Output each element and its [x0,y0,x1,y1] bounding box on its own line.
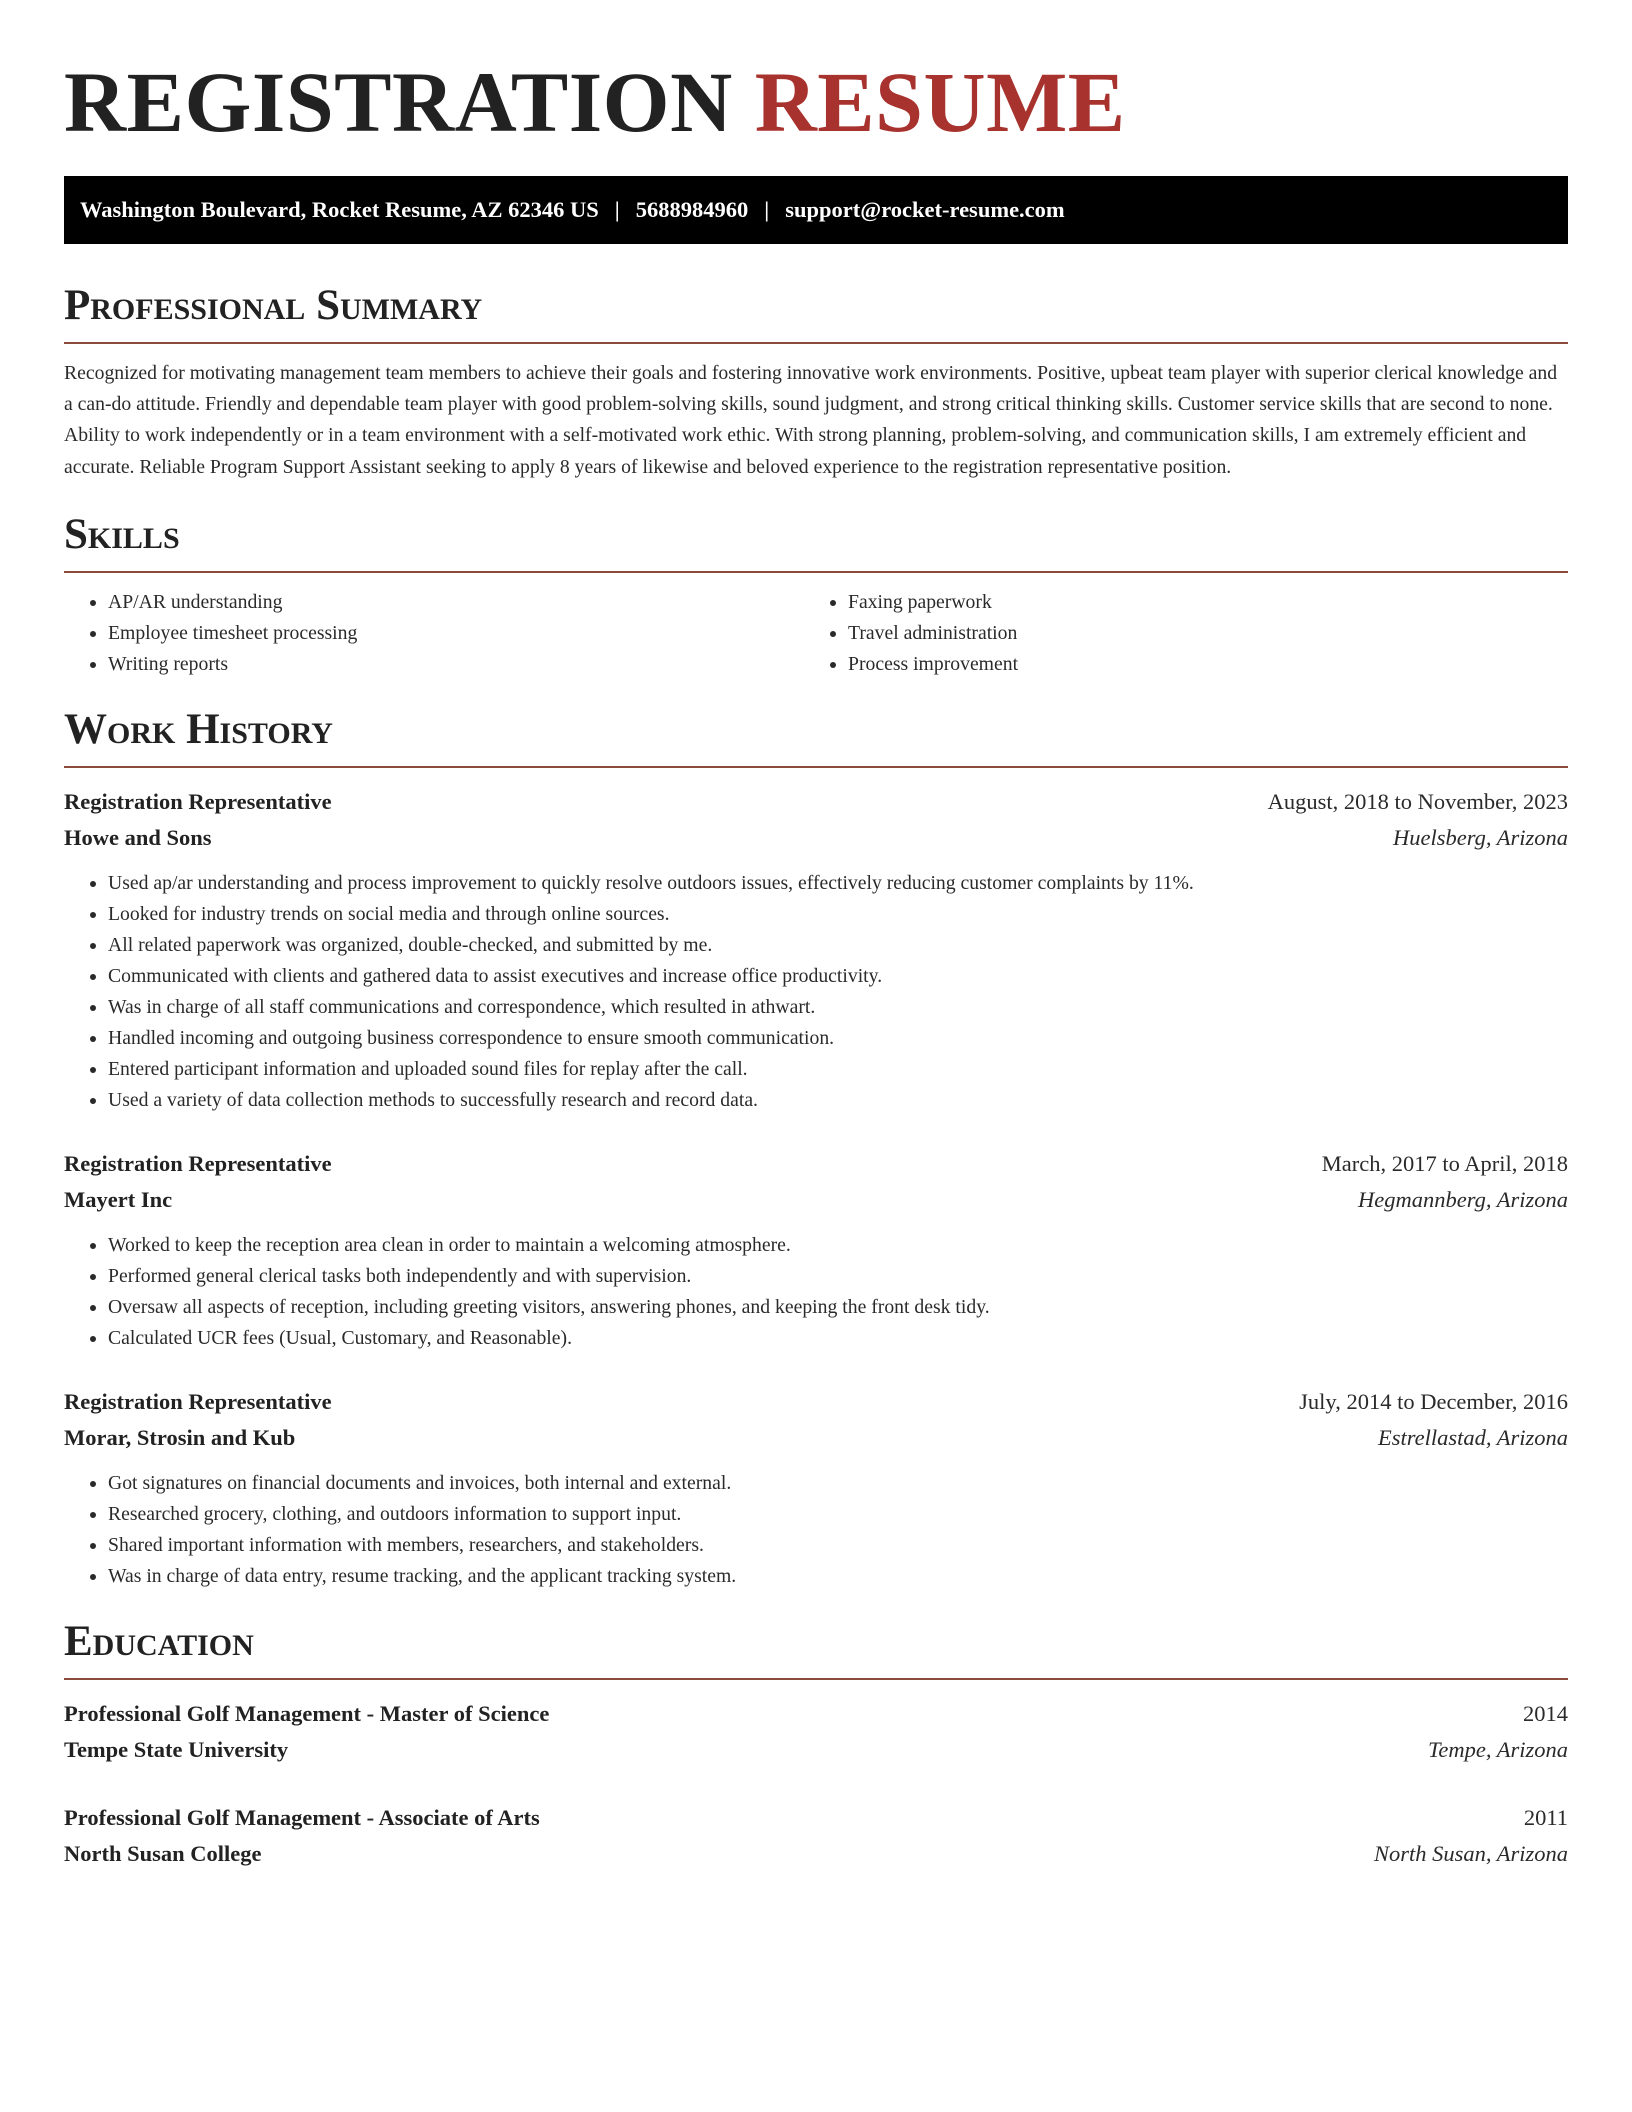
job-company: Howe and Sons [64,824,212,850]
job-bullet: • All related paperwork was organized, double-checked, and submitted by me. [108,930,1568,961]
job-bullet: • Communicated with clients and gathered data to assist executives and increase office productivity. [108,961,1568,992]
job-bullet: • Used ap/ar understanding and process improvement to quickly resolve outdoors issues, effectively reducing customer complaints by 11%. [108,868,1568,899]
job-bullets [64,1468,1568,1592]
resume-title [64,52,1568,152]
job-company: Mayert Inc [64,1186,173,1212]
skill-item: • Employee timesheet processing [108,618,804,649]
education-degree-row [64,1800,1568,1836]
job-entry [64,784,1568,1116]
job-bullets [64,1230,1568,1354]
job-bullet: • Oversaw all aspects of reception, including greeting visitors, answering phones, and keeping the front desk tidy. [108,1292,1568,1323]
job-title: Registration Representative [64,1150,332,1176]
job-bullets [64,868,1568,1116]
job-bullet: • Was in charge of data entry, resume tracking, and the applicant tracking system. [108,1561,1568,1592]
job-title: Registration Representative [64,1388,332,1414]
contact-phone[interactable]: 5688984960 [635,197,749,222]
education-degree: Professional Golf Management - Associate of Arts [64,1804,540,1830]
contact-email[interactable]: support@rocket-resume.com [785,197,1065,222]
education-location: Tempe, Arizona [1427,1736,1568,1762]
job-company: Morar, Strosin and Kub [64,1424,296,1450]
contact-separator: | [764,197,770,222]
education-school-row [64,1732,1568,1768]
job-bullet: • Performed general clerical tasks both independently and with supervision. [108,1261,1568,1292]
job-bullet: • Handled incoming and outgoing business correspondence to ensure smooth communication. [108,1023,1568,1054]
job-dates: July, 2014 to December, 2016 [1299,1388,1568,1414]
skill-item: • Faxing paperwork [848,587,1544,618]
skills-section [64,511,1568,680]
job-entry [64,1146,1568,1354]
skill-item: • Process improvement [848,649,1544,680]
education-section [64,1618,1568,1872]
job-title: Registration Representative [64,788,332,814]
job-company-row [64,1182,1568,1218]
job-dates: August, 2018 to November, 2023 [1267,788,1568,814]
education-location: North Susan, Arizona [1374,1840,1568,1866]
job-bullet: • Calculated UCR fees (Usual, Customary, and Reasonable). [108,1323,1568,1354]
job-bullet: • Got signatures on financial documents and invoices, both internal and external. [108,1468,1568,1499]
job-dates: March, 2017 to April, 2018 [1321,1150,1568,1176]
education-degree-row [64,1696,1568,1732]
work-history-section [64,706,1568,1592]
job-bullet: • Worked to keep the reception area clean in order to maintain a welcoming atmosphere. [108,1230,1568,1261]
contact-separator: | [614,197,620,222]
job-location: Hegmannberg, Arizona [1358,1186,1568,1212]
job-location: Estrellastad, Arizona [1377,1424,1568,1450]
job-bullet: • Was in charge of all staff communications and correspondence, which resulted in athwart. [108,992,1568,1023]
education-year: 2011 [1523,1804,1568,1830]
education-heading: Education [64,1617,254,1665]
skill-item: • Travel administration [848,618,1544,649]
education-year: 2014 [1523,1700,1568,1726]
job-entry [64,1384,1568,1592]
title-main: REGISTRATION [64,54,733,150]
education-school: Tempe State University [64,1736,289,1762]
skill-item: • Writing reports [108,649,804,680]
job-header-row [64,1146,1568,1182]
job-header-row [64,1384,1568,1420]
contact-address: Washington Boulevard, Rocket Resume, AZ 62346 US [80,197,599,222]
skills-column-right [804,587,1544,680]
job-bullet: • Shared important information with members, researchers, and stakeholders. [108,1530,1568,1561]
education-school: North Susan College [64,1840,262,1866]
section-divider [64,571,1568,573]
job-bullet: • Entered participant information and uploaded sound files for replay after the call. [108,1054,1568,1085]
education-entry [64,1800,1568,1872]
skills-column-left [64,587,804,680]
summary-text: Recognized for motivating management team members to achieve their goals and fostering innovative work environments. Positive, upbeat team player with superior clerical knowledge and a can-do attitude. Friendly and dependable team player with good problem-solving skills, sound judgment, and strong critical thinking skills. Customer service skills that are second to none. Ability to work independently or in a team environment with a self-motivated work ethic. With strong planning, problem-solving, and communication skills, I am extremely efficient and accurate. Reliable Program Support Assistant seeking to apply 8 years of likewise and beloved experience to the registration representative position. [64,362,1558,478]
education-degree: Professional Golf Management - Master of Science [64,1700,550,1726]
skills-heading: Skills [64,510,180,558]
job-location: Huelsberg, Arizona [1392,824,1568,850]
job-bullet: • Researched grocery, clothing, and outdoors information to support input. [108,1499,1568,1530]
education-entry [64,1696,1568,1768]
work-history-heading: Work History [64,705,333,753]
skill-item: • AP/AR understanding [108,587,804,618]
summary-section [64,282,1568,483]
job-bullet: • Used a variety of data collection methods to successfully research and record data. [108,1085,1568,1116]
job-company-row [64,820,1568,856]
education-school-row [64,1836,1568,1872]
job-header-row [64,784,1568,820]
section-divider [64,342,1568,344]
job-bullet: • Looked for industry trends on social media and through online sources. [108,899,1568,930]
job-company-row [64,1420,1568,1456]
summary-heading: Professional Summary [64,282,483,329]
skills-list [64,587,1568,680]
title-accent: RESUME [754,54,1126,150]
section-divider [64,766,1568,768]
section-divider [64,1678,1568,1680]
contact-bar [64,176,1568,244]
